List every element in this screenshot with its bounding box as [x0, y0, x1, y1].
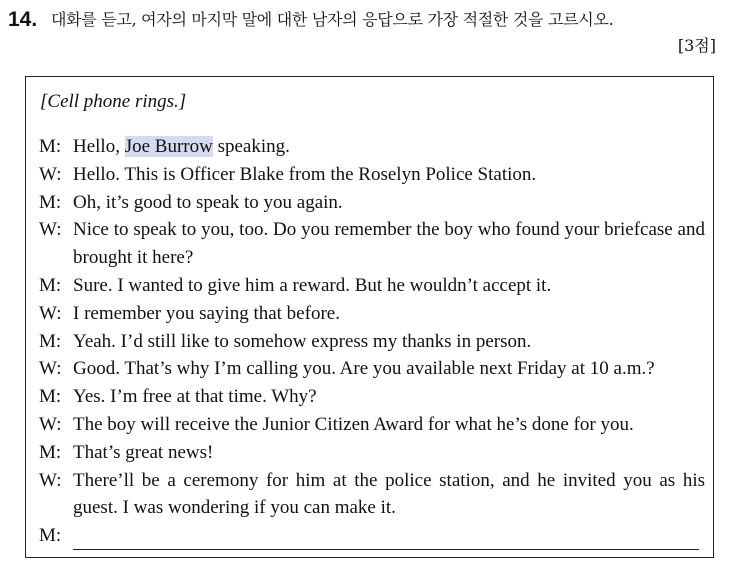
- dialogue-line: [39, 383, 705, 411]
- dialogue-line: [39, 411, 705, 439]
- stage-direction: [Cell phone rings.]: [40, 91, 187, 112]
- dialogue-line: [39, 189, 705, 217]
- speaker-label: M:: [39, 441, 62, 463]
- dialogue-line: [39, 272, 705, 300]
- speaker-label: W:: [39, 469, 62, 491]
- utterance: [73, 133, 705, 161]
- speaker-label: W:: [39, 358, 62, 380]
- utterance: Oh, it’s good to speak to you again.: [73, 191, 343, 213]
- speaker-label: M:: [39, 330, 62, 352]
- utterance: The boy will receive the Junior Citizen Award for what he’s done for you.: [73, 413, 634, 435]
- dialogue-line: [39, 133, 705, 161]
- utterance: Yes. I’m free at that time. Why?: [73, 386, 317, 408]
- question-number: 14.: [8, 8, 38, 31]
- answer-slot: [73, 522, 705, 550]
- utterance: I remember you saying that before.: [73, 302, 340, 324]
- speaker-label: M:: [39, 136, 62, 157]
- dialogue-line: [39, 300, 705, 328]
- speaker-label: M:: [39, 386, 62, 408]
- dialogue-line: [39, 355, 705, 383]
- dialogue-line: [39, 467, 705, 523]
- question-header: [8, 6, 720, 36]
- utterance: Good. That’s why I’m calling you. Are you available next Friday at 10 a.m.?: [73, 358, 655, 380]
- dialogue-box: [25, 76, 714, 558]
- utterance: Hello. This is Officer Blake from the Roselyn Police Station.: [73, 163, 537, 185]
- dialogue-line: [39, 439, 705, 467]
- dialogue-line: [39, 216, 705, 272]
- speaker-label: W:: [39, 163, 62, 185]
- speaker-label: M:: [39, 274, 62, 296]
- utterance: There’ll be a ceremony for him at the police station, and he invited you as his guest. I was wondering if you can make it.: [73, 469, 705, 519]
- speaker-label: W:: [39, 219, 62, 241]
- utterance: Nice to speak to you, too. Do you remember the boy who found your briefcase and brought it here?: [73, 219, 705, 269]
- speaker-label: M:: [39, 525, 62, 547]
- dialogue-line: [39, 161, 705, 189]
- question-instruction: 대화를 듣고, 여자의 마지막 말에 대한 남자의 응답으로 가장 적절한 것을 고르시오.: [51, 10, 614, 29]
- utterance: That’s great news!: [73, 441, 214, 463]
- speaker-label: M:: [39, 191, 62, 213]
- speaker-label: W:: [39, 302, 62, 324]
- utterance: Yeah. I’d still like to somehow express my thanks in person.: [73, 330, 532, 352]
- utterance-text: speaking.: [212, 136, 290, 157]
- dialogue-lines: [39, 133, 705, 550]
- highlighted-name[interactable]: Joe Burrow: [124, 136, 213, 157]
- utterance: Sure. I wanted to give him a reward. But he wouldn’t accept it.: [73, 274, 552, 296]
- question-points: [3점]: [677, 36, 716, 55]
- dialogue-line: [39, 328, 705, 356]
- answer-blank[interactable]: [73, 527, 699, 550]
- utterance-text: Hello,: [73, 136, 125, 157]
- answer-line: [39, 522, 705, 550]
- speaker-label: W:: [39, 413, 62, 435]
